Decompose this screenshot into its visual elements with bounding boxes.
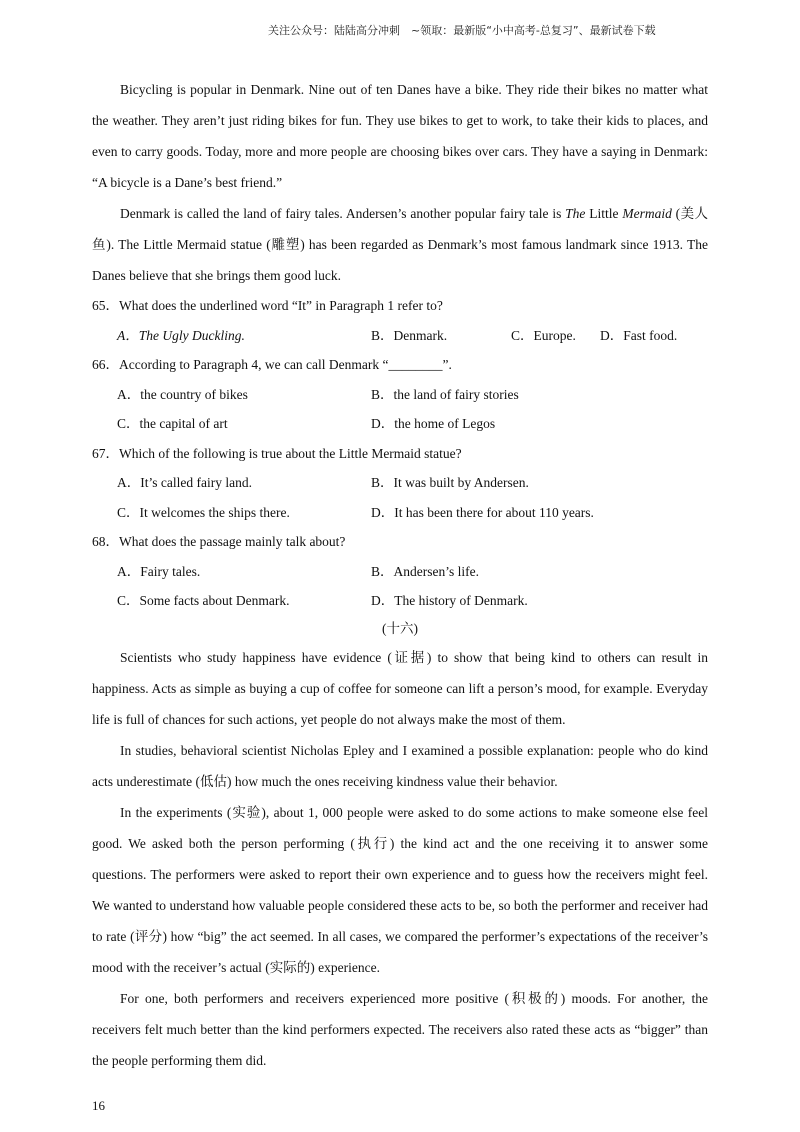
options-row xyxy=(92,380,708,410)
paragraph-experiments: In the experiments (实验), about 1, 000 people were asked to do some actions to make someone else feel good. We asked both the person performing (执行) the kind act and the one receiving it to answer some questions. The performers were asked to report their own experience and to guess how the receivers might feel. We wanted to understand how valuable people considered these acts to be, so both the performer and receiver had to rate (评分) how “big” the act seemed. In all cases, we compared the performer’s expectations of the receiver’s mood with the receiver’s actual (实际的) experience. xyxy=(92,804,708,975)
option-c: C．the capital of art xyxy=(117,416,228,431)
option-b: B．the land of fairy stories xyxy=(371,386,519,402)
question-stem: 67．Which of the following is true about the Little Mermaid statue? xyxy=(92,445,462,461)
paragraph-fairy-tales xyxy=(92,198,708,291)
question-68 xyxy=(92,527,708,616)
paragraph-results: For one, both performers and receivers experienced more positive (积极的) moods. For another, the receivers felt much better than the kind performers expected. The receivers also rated these acts as “bigger” than the people performing them did. xyxy=(92,990,708,1068)
option-d: D．the home of Legos xyxy=(371,416,496,431)
option-a: A．The Ugly Duckling. xyxy=(117,327,245,343)
option-c: C．It welcomes the ships there. xyxy=(117,504,290,520)
title-mermaid: Mermaid xyxy=(622,206,672,221)
option-c: C．Europe. xyxy=(511,327,576,343)
options-row xyxy=(92,468,708,498)
options-row xyxy=(92,586,708,616)
question-65 xyxy=(92,291,708,350)
title-little: Little xyxy=(589,206,619,221)
paragraph-fairy-tales-intro: Denmark is called the land of fairy tales. Andersen’s another popular fairy tale is xyxy=(120,206,566,221)
section-title: (十六) xyxy=(382,620,418,636)
option-a: A．Fairy tales. xyxy=(117,563,201,579)
option-d: D．It has been there for about 110 years. xyxy=(371,504,594,520)
option-a: A．It’s called fairy land. xyxy=(117,475,252,490)
question-stem: 68．What does the passage mainly talk about? xyxy=(92,534,346,549)
options-row xyxy=(92,409,708,439)
document-body xyxy=(92,74,708,1076)
question-66 xyxy=(92,350,708,439)
options-row xyxy=(92,498,708,528)
option-a: A．the country of bikes xyxy=(117,386,248,402)
paragraph-bicycling: Bicycling is popular in Denmark. Nine out of ten Danes have a bike. They ride their bikes no matter what the weather. They aren’t just riding bikes for fun. They use bikes to get to work, to take their kids to places, and even to carry goods. Today, more and more people are choosing bikes over cars. They have a saying in Denmark: “A bicycle is a Dane’s best friend.” xyxy=(92,82,708,190)
page-header: 关注公众号：陆陆高分冲刺 ~领取：最新版“小中高考-总复习”、最新试卷下载 xyxy=(268,24,656,37)
paragraph-happiness: Scientists who study happiness have evidence (证据) to show that being kind to others can result in happiness. Acts as simple as buying a cup of coffee for someone can lift a person’s mood, for example. Everyday life is full of chances for such actions, yet people do not always make the most of them. xyxy=(92,649,708,727)
question-stem: 66．According to Paragraph 4, we can call Denmark “________”. xyxy=(92,357,452,372)
title-the: The xyxy=(565,206,586,221)
option-b: B．Denmark. xyxy=(371,327,448,343)
page-number: 16 xyxy=(92,1098,105,1113)
option-d: D．Fast food. xyxy=(600,327,678,343)
question-67 xyxy=(92,439,708,528)
option-c: C．Some facts about Denmark. xyxy=(117,593,290,608)
options-row xyxy=(92,321,708,351)
paragraph-studies: In studies, behavioral scientist Nicholas Epley and I examined a possible explanation: people who do kind acts underestimate (低估) how much the ones receiving kindness value their behavior. xyxy=(92,742,708,789)
option-b: B．Andersen’s life. xyxy=(371,563,479,579)
question-stem: 65．What does the underlined word “It” in Paragraph 1 refer to? xyxy=(92,298,443,313)
options-row xyxy=(92,557,708,587)
option-d: D．The history of Denmark. xyxy=(371,593,528,608)
option-b: B．It was built by Andersen. xyxy=(371,475,529,490)
paragraph-fairy-tales-rest: (美人鱼). The Little Mermaid statue (雕塑) has been regarded as Denmark’s most famous landmark since 1913. The Danes believe that she brings them good luck. xyxy=(92,206,709,283)
